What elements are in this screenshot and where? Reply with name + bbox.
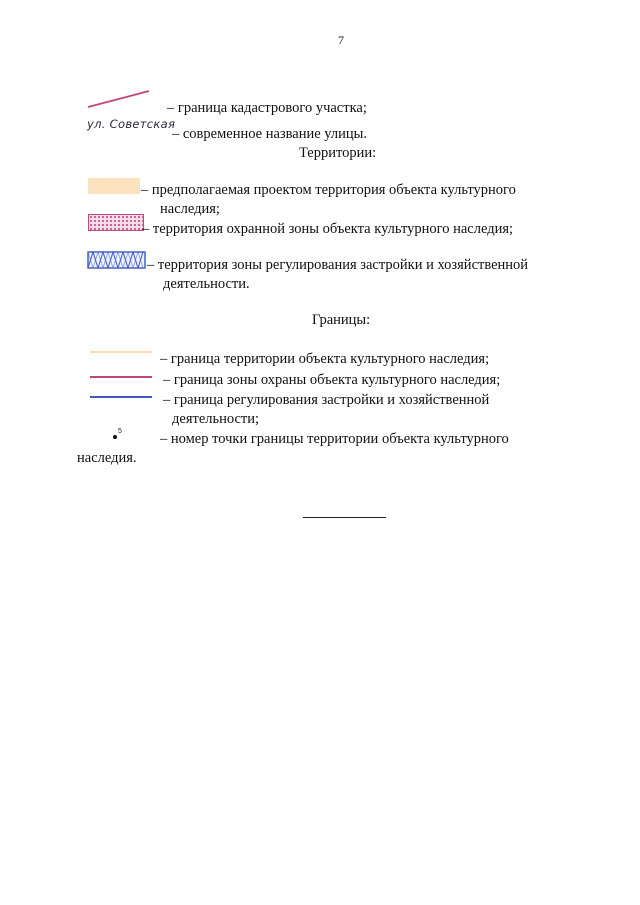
territory-heritage-line1: – предполагаемая проектом территория объекта культурного	[141, 182, 516, 198]
boundary-heritage-text: – граница территории объекта культурного наследия;	[160, 351, 490, 367]
page-number: 7	[338, 33, 344, 47]
closing-rule	[303, 517, 386, 518]
boundary-point-dot	[113, 435, 117, 439]
legend-street-text: – современное название улицы.	[172, 126, 368, 142]
boundary-protection-line	[90, 376, 152, 378]
boundaries-heading: Границы:	[312, 312, 371, 328]
cadastral-line-sample	[86, 88, 152, 110]
boundary-regulation-line	[90, 396, 152, 398]
boundary-heritage-line	[90, 351, 152, 353]
regulation-zone-line1: – территория зоны регулирования застройки и хозяйственной	[147, 257, 529, 273]
boundary-point-number: 5	[118, 428, 122, 435]
boundary-point-line1: – номер точки границы территории объекта культурного	[160, 431, 509, 447]
cadastral-line-stroke	[88, 91, 149, 107]
regulation-zone-swatch	[87, 251, 146, 269]
regulation-zone-line2: деятельности.	[163, 276, 250, 292]
boundary-point-line2: наследия.	[77, 450, 137, 466]
boundary-regulation-line1: – граница регулирования застройки и хозяйственной	[163, 392, 490, 408]
boundary-protection-text: – граница зоны охраны объекта культурного наследия;	[163, 372, 501, 388]
street-name-sample: ул. Советская	[87, 117, 176, 131]
territories-heading: Территории:	[299, 145, 377, 161]
protection-zone-text: – территория охранной зоны объекта культурного наследия;	[142, 221, 514, 237]
territory-heritage-swatch	[88, 178, 140, 194]
boundary-regulation-line2: деятельности;	[172, 411, 260, 427]
legend-cadastral-text: – граница кадастрового участка;	[167, 100, 367, 116]
protection-zone-swatch	[88, 214, 144, 231]
territory-heritage-line2: наследия;	[160, 201, 220, 217]
